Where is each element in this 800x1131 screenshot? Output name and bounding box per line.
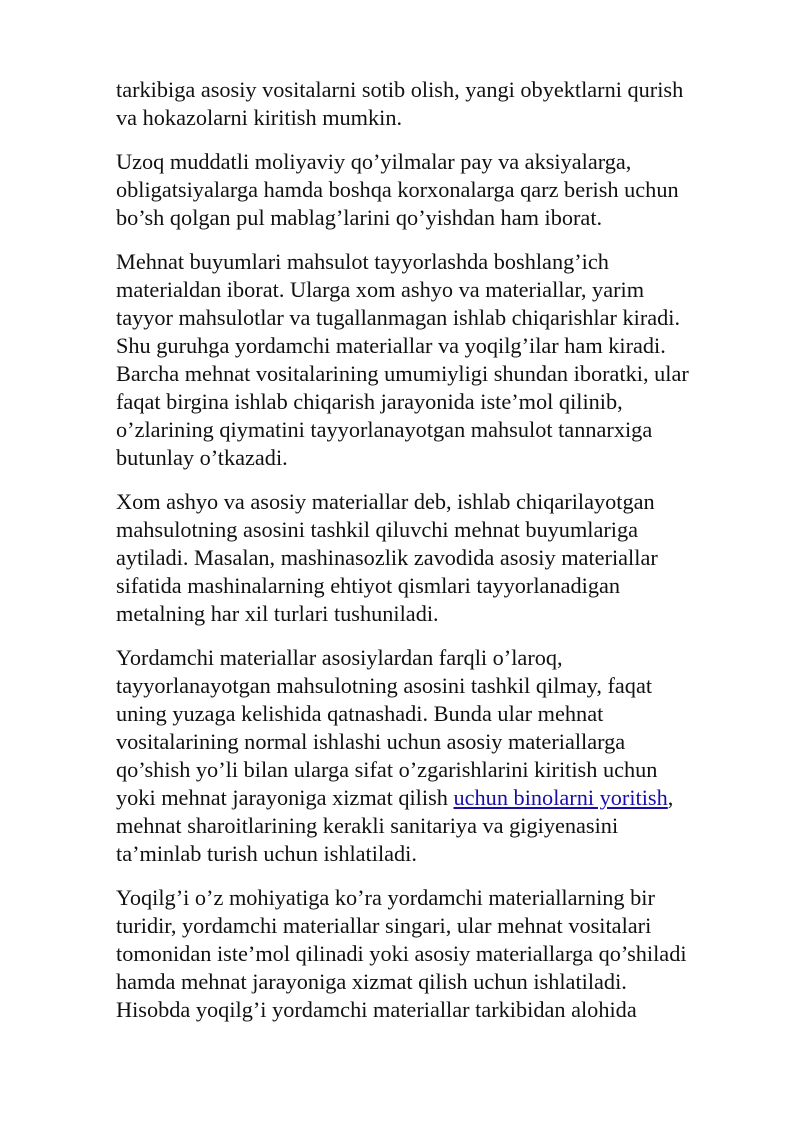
text-line: uning yuzaga kelishida qatnashadi. Bunda ular mehnat xyxy=(116,701,604,726)
paragraph-4 xyxy=(116,488,736,628)
link-line-before: yoki mehnat jarayoniga xizmat qilish xyxy=(116,785,454,810)
paragraph-3 xyxy=(116,248,736,472)
text-line: turidir, yordamchi materiallar singari, ular mehnat vositalari xyxy=(116,913,652,938)
text-line: Uzoq muddatli moliyaviy qo’yilmalar pay va aksiyalarga, xyxy=(116,149,632,174)
text-line: tayyorlanayotgan mahsulotning asosini tashkil qilmay, faqat xyxy=(116,673,653,698)
paragraph-6 xyxy=(116,884,736,1024)
link-line-after: , xyxy=(667,785,674,810)
text-line: vositalarining normal ishlashi uchun asosiy materiallarga xyxy=(116,729,626,754)
text-line: Xom ashyo va asosiy materiallar deb, ishlab chiqarilayotgan xyxy=(116,489,655,514)
text-line: metalning har xil turlari tushuniladi. xyxy=(116,601,439,626)
text-line: Mehnat buyumlari mahsulot tayyorlashda boshlang’ich xyxy=(116,249,609,274)
text-line: Hisobda yoqilg’i yordamchi materiallar tarkibidan alohida xyxy=(116,997,637,1022)
text-line: sifatida mashinalarning ehtiyot qismlari tayyorlanadigan xyxy=(116,573,621,598)
text-line: tarkibiga asosiy vositalarni sotib olish, yangi obyektlarni qurish xyxy=(116,77,684,102)
paragraph-1 xyxy=(116,76,736,132)
text-line: tayyor mahsulotlar va tugallanmagan ishlab chiqarishlar kiradi. xyxy=(116,305,681,330)
text-line-with-link xyxy=(116,784,736,812)
text-line: aytiladi. Masalan, mashinasozlik zavodida asosiy materiallar xyxy=(116,545,658,570)
text-line: Barcha mehnat vositalarining umumiyligi shundan iboratki, ular xyxy=(116,361,689,386)
binolarni-yoritish-link[interactable]: uchun binolarni yoritish xyxy=(453,785,668,810)
text-line: Yoqilg’i o’z mohiyatiga ko’ra yordamchi materiallarning bir xyxy=(116,885,655,910)
text-line: mehnat sharoitlarining kerakli sanitariya va gigiyenasini xyxy=(116,813,619,838)
text-line: butunlay o’tkazadi. xyxy=(116,445,288,470)
text-line: materialdan iborat. Ularga xom ashyo va materiallar, yarim xyxy=(116,277,645,302)
text-line: faqat birgina ishlab chiqarish jarayonida iste’mol qilinib, xyxy=(116,389,623,414)
text-line: bo’sh qolgan pul mablag’larini qo’yishdan ham iborat. xyxy=(116,205,603,230)
text-line: tomonidan iste’mol qilinadi yoki asosiy materiallarga qo’shiladi xyxy=(116,941,687,966)
text-line: obligatsiyalarga hamda boshqa korxonalarga qarz berish uchun xyxy=(116,177,679,202)
text-line: ta’minlab turish uchun ishlatiladi. xyxy=(116,841,417,866)
paragraph-5 xyxy=(116,644,736,868)
text-line: hamda mehnat jarayoniga xizmat qilish uchun ishlatiladi. xyxy=(116,969,627,994)
text-line: mahsulotning asosini tashkil qiluvchi mehnat buyumlariga xyxy=(116,517,639,542)
text-line: va hokazolarni kiritish mumkin. xyxy=(116,105,403,130)
text-line: qo’shish yo’li bilan ularga sifat o’zgarishlarini kiritish uchun xyxy=(116,757,658,782)
text-line: o’zlarining qiymatini tayyorlanayotgan mahsulot tannarxiga xyxy=(116,417,653,442)
paragraph-2 xyxy=(116,148,736,232)
text-line: Shu guruhga yordamchi materiallar va yoqilg’ilar ham kiradi. xyxy=(116,333,666,358)
document-body xyxy=(116,76,736,1040)
text-line: Yordamchi materiallar asosiylardan farqli o’laroq, xyxy=(116,645,563,670)
